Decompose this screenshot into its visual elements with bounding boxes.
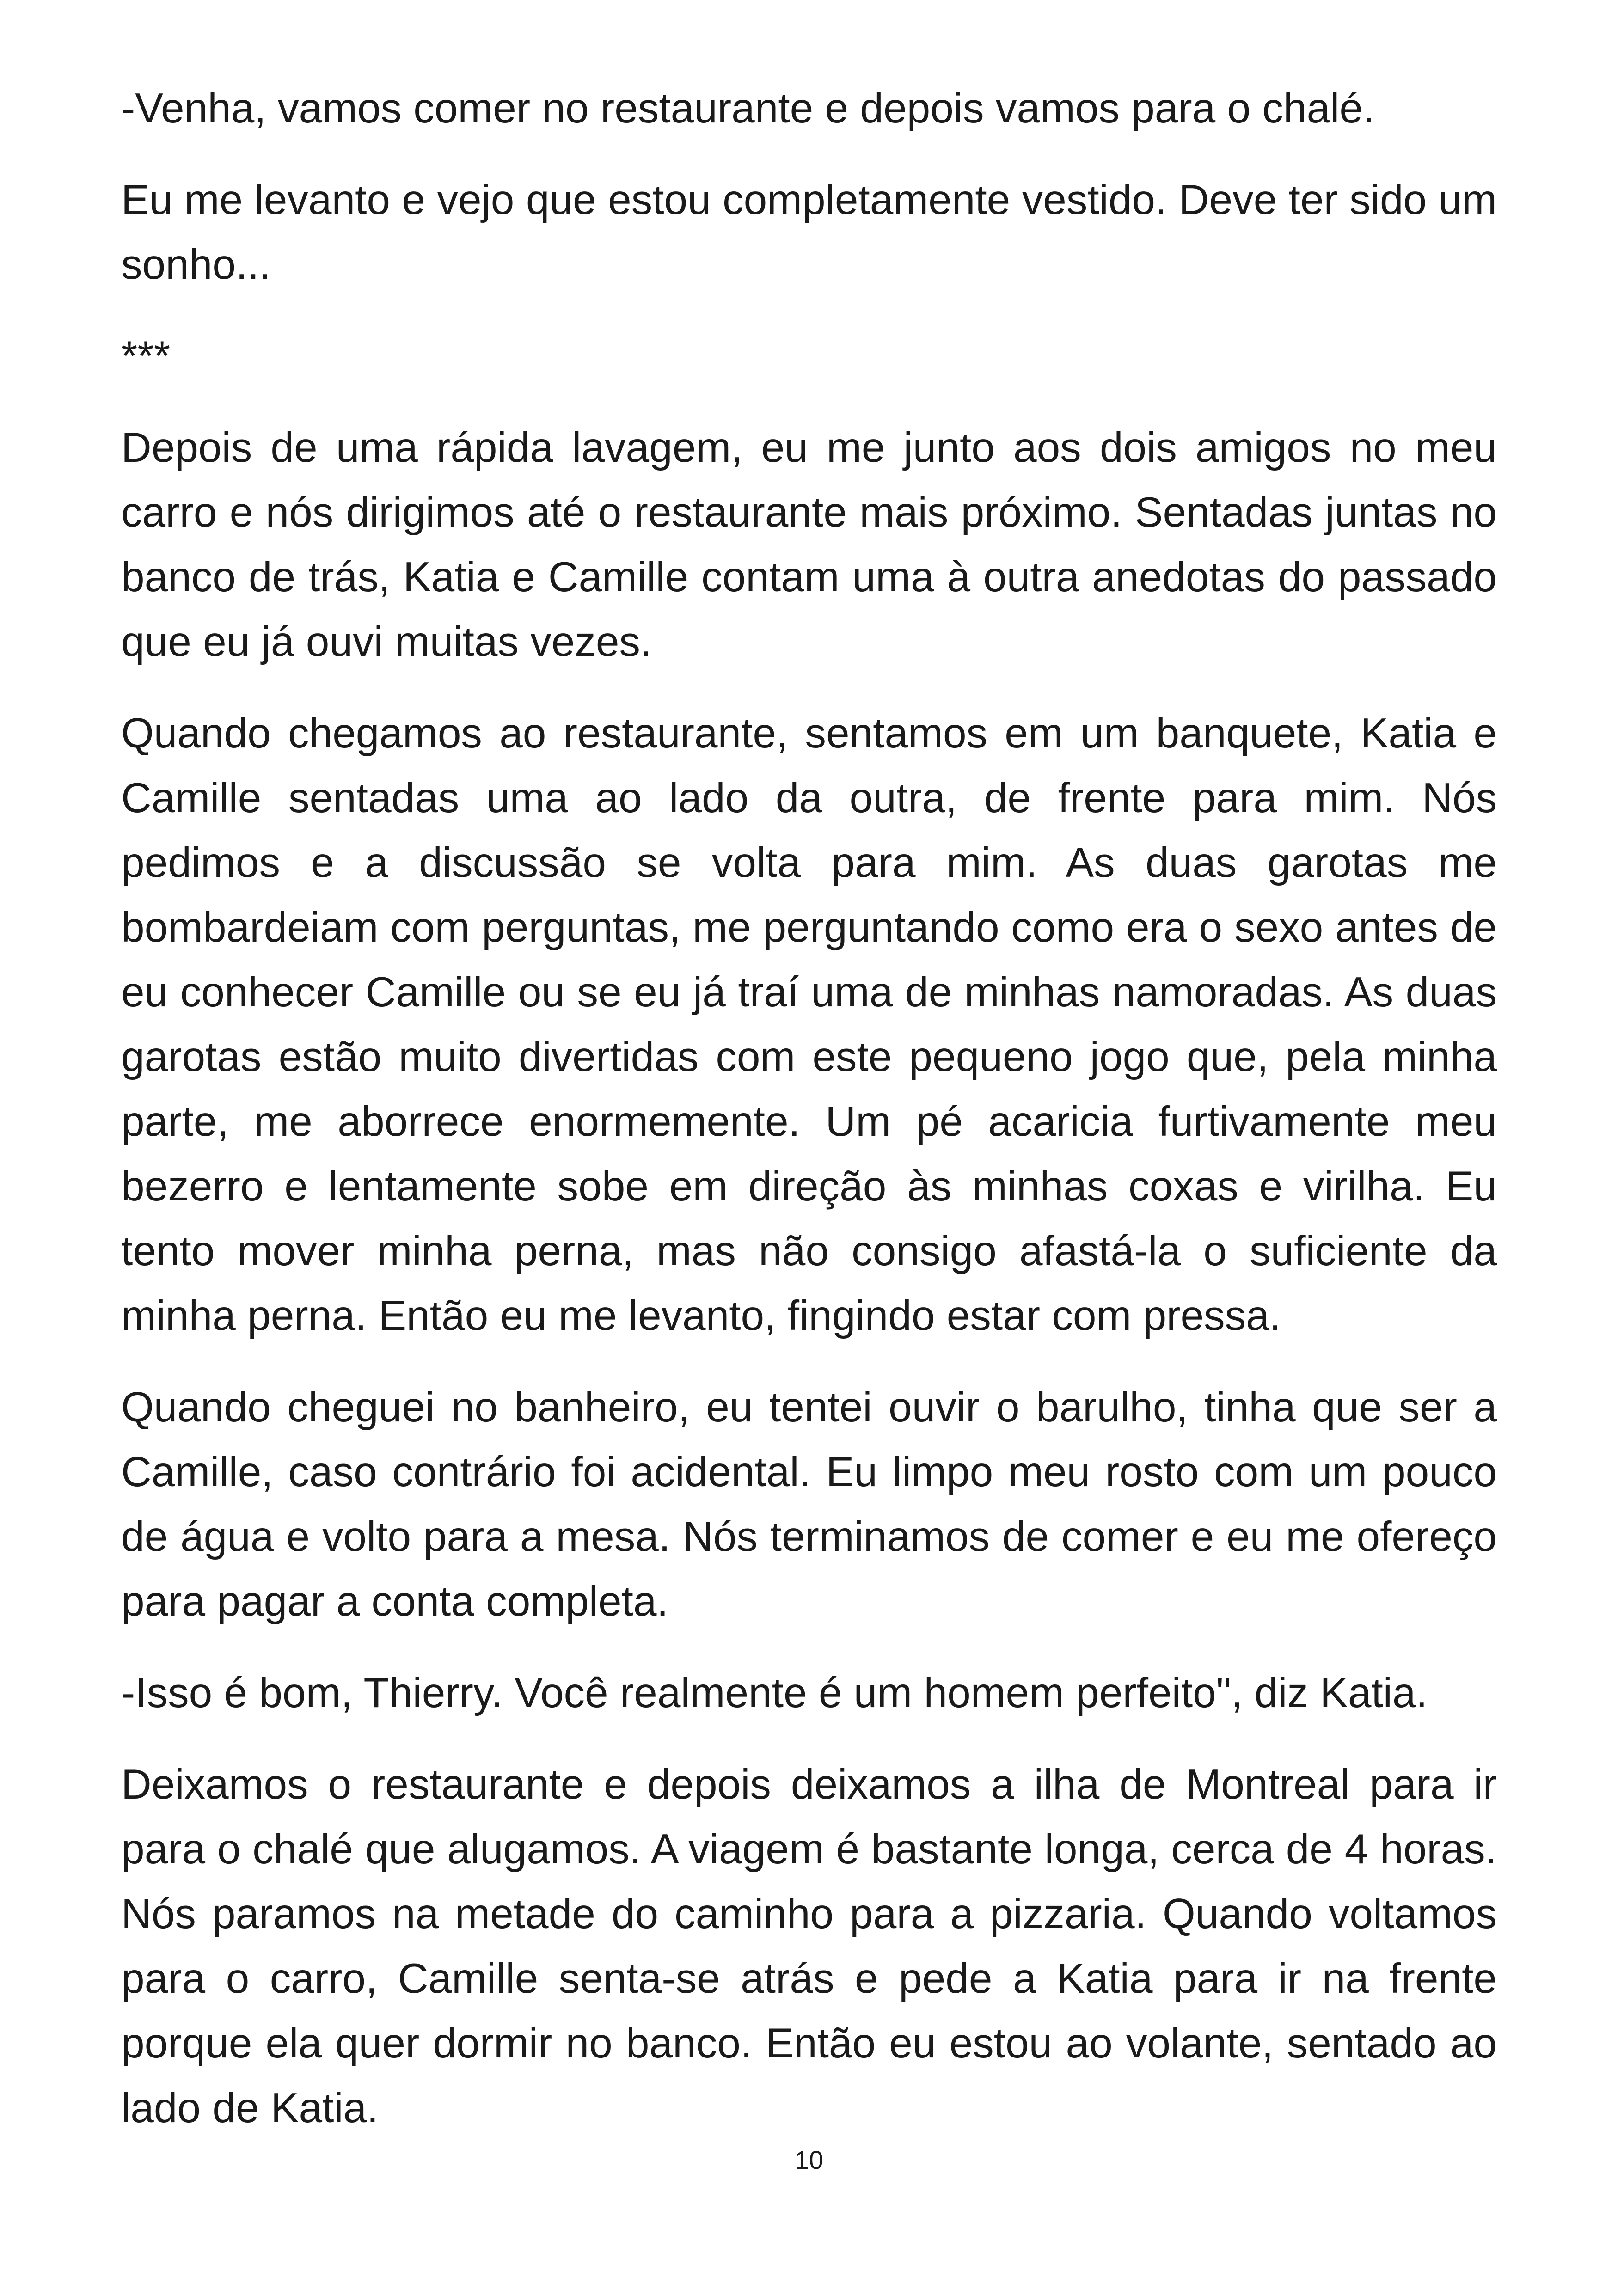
paragraph-levanto: Eu me levanto e vejo que estou completamente vestido. Deve ter sido um sonho... <box>121 177 1497 288</box>
paragraph-banheiro: Quando cheguei no banheiro, eu tentei ouvir o barulho, tinha que ser a Camille, caso contrário foi acidental. Eu limpo meu rosto com um pouco de água e volto para a mesa. Nós terminamos de comer e eu me ofereço para pagar a conta completa. <box>121 1384 1497 1625</box>
page-number: 10 <box>794 2145 824 2174</box>
document-body <box>121 76 1497 2167</box>
paragraph-restaurante: Quando chegamos ao restaurante, sentamos em um banquete, Katia e Camille sentadas uma ao lado da outra, de frente para mim. Nós pedimos e a discussão se volta para mim. As duas garotas me bombardeiam com perguntas, me perguntando como era o sexo antes de eu conhecer Camille ou se eu já traí uma de minhas namoradas. As duas garotas estão muito divertidas com este pequeno jogo que, pela minha parte, me aborrece enormemente. Um pé acaricia furtivamente meu bezerro e lentamente sobe em direção às minhas coxas e virilha. Eu tento mover minha perna, mas não consigo afastá-la o suficiente da minha perna. Então eu me levanto, fingindo estar com pressa. <box>121 710 1497 1339</box>
paragraph-dialogue-venha: -Venha, vamos comer no restaurante e depois vamos para o chalé. <box>121 85 1375 132</box>
paragraph-dialogue-isso: -Isso é bom, Thierry. Você realmente é um homem perfeito", diz Katia. <box>121 1670 1428 1716</box>
paragraph-lavagem: Depois de uma rápida lavagem, eu me junto aos dois amigos no meu carro e nós dirigimos até o restaurante mais próximo. Sentadas juntas no banco de trás, Katia e Camille contam uma à outra anedotas do passado que eu já ouvi muitas vezes. <box>121 424 1497 665</box>
section-separator: *** <box>121 333 171 380</box>
paragraph-montreal: Deixamos o restaurante e depois deixamos a ilha de Montreal para ir para o chalé que alugamos. A viagem é bastante longa, cerca de 4 horas. Nós paramos na metade do caminho para a pizzaria. Quando voltamos para o carro, Camille senta-se atrás e pede a Katia para ir na frente porque ela quer dormir no banco. Então eu estou ao volante, sentado ao lado de Katia. <box>121 1761 1497 2131</box>
